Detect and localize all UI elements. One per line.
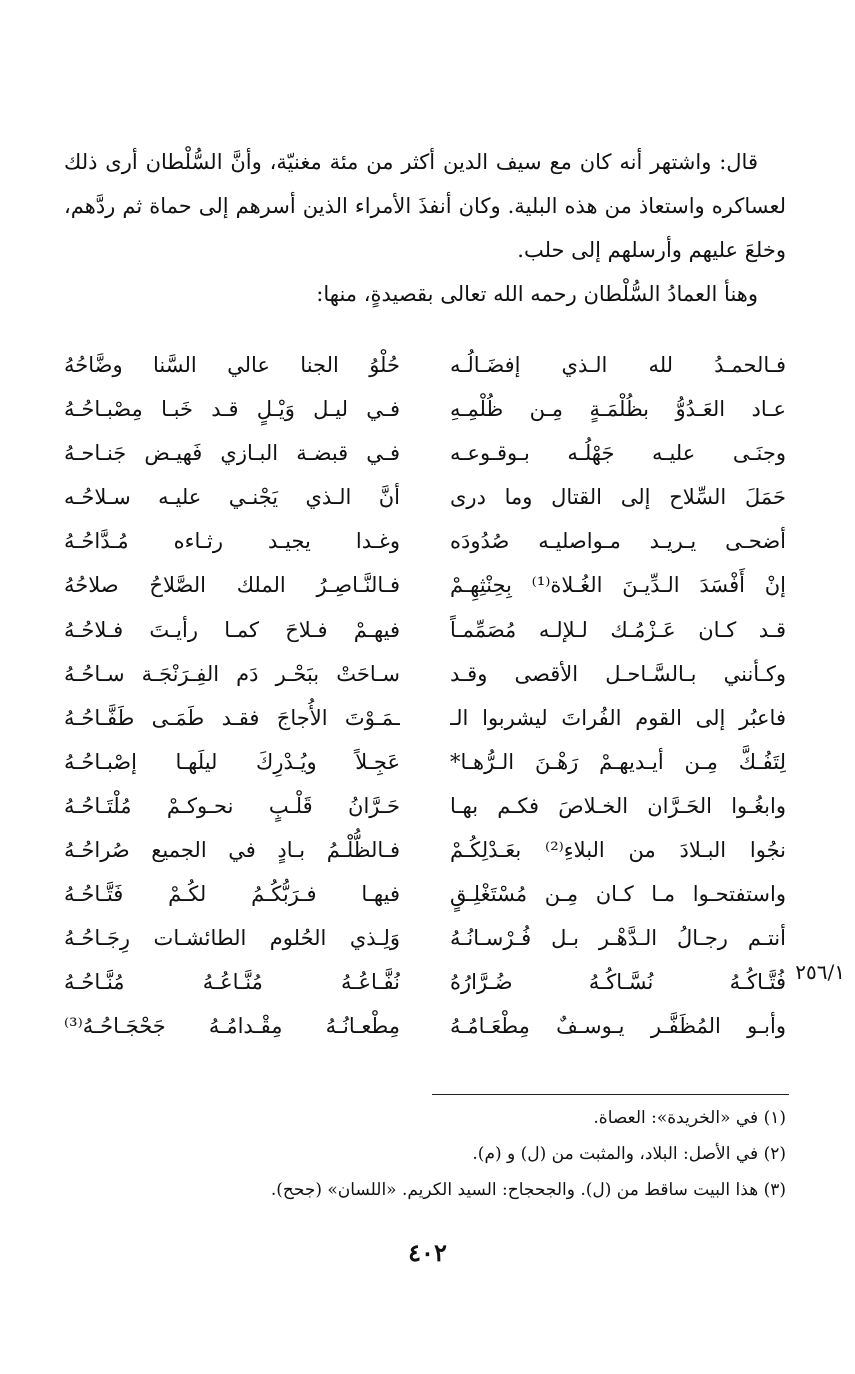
verse bbox=[64, 696, 786, 740]
first-hemistich: أضحـى يـريـد مـواصليـه صُدُودَه bbox=[450, 529, 786, 554]
first-hemistich: وابغُـوا الحَـرَّان الخـلاصَ فكـم بهـا bbox=[450, 793, 786, 818]
verse bbox=[64, 784, 786, 828]
first-hemistich: لِتَفُـكَّ مِـن أيـديهـمْ رَهْـنَ الـرُّهـا* bbox=[450, 749, 786, 774]
verse bbox=[64, 608, 786, 652]
second-hemistich: أنَّ الـذي يَجْنـي عليـه سـلاحُـه bbox=[64, 485, 400, 510]
second-hemistich: عَجِـلاً ويُـدْرِكَ ليلَهـا إصْبـاحُـهُ bbox=[64, 749, 400, 774]
first-hemistich: عـاد العَـدُوُّ بظُلْمَـةٍ مِـن ظُلْمِـهِ bbox=[450, 397, 786, 422]
first-hemistich: قـد كـان عَـزْمُـك لـلإلـه مُصَمِّمـاً bbox=[450, 617, 786, 642]
second-hemistich: فـي قبضـة البـازي فَهيـض جَنـاحـهُ bbox=[64, 441, 400, 466]
second-hemistich: فيهـمْ فـلاحَ كمـا رأيـتَ فـلاحُـهُ bbox=[64, 617, 400, 642]
footnote: (٣) هذا البيت ساقط من (ل). والجحجاح: السيد الكريم. «اللسان» (جحح). bbox=[270, 1180, 786, 1200]
second-hemistich: فـالظُّلْـمُ بـادٍ في الجميع صُراحُـهُ bbox=[64, 838, 400, 863]
margin-reference: ٢٥٦/١ bbox=[795, 960, 845, 984]
first-hemistich: نجُوا البـلادَ من البلاءِ⁽²⁾ بعَـدْلِكُـمْ bbox=[450, 838, 786, 863]
verse bbox=[64, 431, 786, 475]
verse bbox=[64, 872, 786, 916]
second-hemistich: وَلِـذي الحُلوم الطائشـات رِجَـاحُـهُ bbox=[64, 926, 400, 951]
verse bbox=[64, 519, 786, 563]
footnotes bbox=[64, 1100, 786, 1208]
footnote: (١) في «الخريدة»: العصاة. bbox=[593, 1108, 786, 1128]
second-hemistich: حَـرَّانُ قَلْـبٍ نحـوكـمْ مُلْتَـاحُـهُ bbox=[64, 793, 400, 818]
verse bbox=[64, 1004, 786, 1048]
verse bbox=[64, 960, 786, 1004]
verse bbox=[64, 916, 786, 960]
poem-intro: وهنأ العمادُ السُّلْطان رحمه الله تعالى بقصيدةٍ، منها: bbox=[316, 282, 758, 306]
second-hemistich: فيهـا فـرَبُّكُـمُ لكُـمْ فَتَّـاحُـهُ bbox=[64, 882, 400, 907]
verse bbox=[64, 387, 786, 431]
second-hemistich: حُلْوُ الجنا عالي السَّنا وضَّاحُهُ bbox=[64, 353, 400, 377]
second-hemistich: مِطْعـانُـهُ مِقْـدامُـهُ جَحْجَـاحُـهُ⁽³⁾ bbox=[64, 1014, 400, 1039]
prose-paragraph: قال: واشتهر أنه كان مع سيف الدين أكثر من مئة مغنيّة، وأنَّ السُّلْطان أرى ذلك لعساكره واستعاذ من هذه البلية. وكان أنفذَ الأمراء الذين أسرهم إلى حماة ثم ردَّهم، وخلعَ عليهم وأرسلهم إلى حلب. bbox=[64, 150, 786, 262]
first-hemistich: وكـأنني بـالسَّـاحـل الأقصى وقـد bbox=[450, 661, 786, 686]
footnote: (٢) في الأصل: البلاد، والمثبت من (ل) و (م). bbox=[472, 1144, 786, 1164]
footnote-divider bbox=[432, 1094, 789, 1095]
first-hemistich: حَمَلَ السِّلاح إلى القتال وما درى bbox=[450, 485, 786, 510]
second-hemistich: سـاحَتْ ببَحْـر دَم الفِـرَنْجَـة سـاحُـهُ bbox=[64, 661, 400, 686]
verse bbox=[64, 563, 786, 607]
first-hemistich: فُتَّـاكُـهُ نُسَّـاكُـهُ ضُـرَّارُهُ bbox=[450, 970, 786, 995]
second-hemistich: وغـدا يجيـد رثـاءه مُـدَّاحُـهُ bbox=[64, 529, 400, 554]
second-hemistich: نُفَّـاعُـهُ مُنَّـاعُـهُ مُنَّـاحُـهُ bbox=[64, 970, 400, 995]
verse bbox=[64, 828, 786, 872]
first-hemistich: أنتـم رجـالُ الـدَّهْـر بـل فُـرْسـانُـهُ bbox=[450, 926, 786, 951]
first-hemistich: وجنَـى عليـه جَهْلُـه بـوقـوعـه bbox=[450, 441, 786, 466]
verse bbox=[64, 475, 786, 519]
first-hemistich: وأبـو المُظَفَّـر يـوسـفٌ مِطْعَـامُـهُ bbox=[450, 1014, 786, 1039]
first-hemistich: فاعبُر إلى القوم الفُراتَ ليشربوا الـ bbox=[450, 705, 786, 730]
page-number: ٤٠٢ bbox=[408, 1238, 447, 1267]
first-hemistich: واستفتحـوا مـا كـان مِـن مُسْتَغْلِـقٍ bbox=[450, 882, 786, 907]
poem bbox=[64, 343, 786, 1049]
first-hemistich: فـالحمـدُ لله الـذي إفضَـالُـه bbox=[450, 353, 786, 377]
verse bbox=[64, 343, 786, 387]
second-hemistich: فـي ليـل وَيْـلٍ قـد خَبـا مِصْبـاحُـهُ bbox=[64, 397, 400, 422]
second-hemistich: فـالنَّـاصِـرُ الملك الصَّلاحُ صلاحُهُ bbox=[64, 573, 400, 598]
verse bbox=[64, 652, 786, 696]
verse bbox=[64, 740, 786, 784]
first-hemistich: إنْ أَفْسَدَ الـدِّيـنَ الغُـلاة⁽¹⁾ بِحِنْثِهِـمْ bbox=[450, 573, 786, 598]
prose-text bbox=[64, 140, 786, 316]
second-hemistich: ـمَـوْتَ الأُجاجَ فقـد طَمَـى طَفَّـاحُـهُ bbox=[64, 705, 400, 730]
